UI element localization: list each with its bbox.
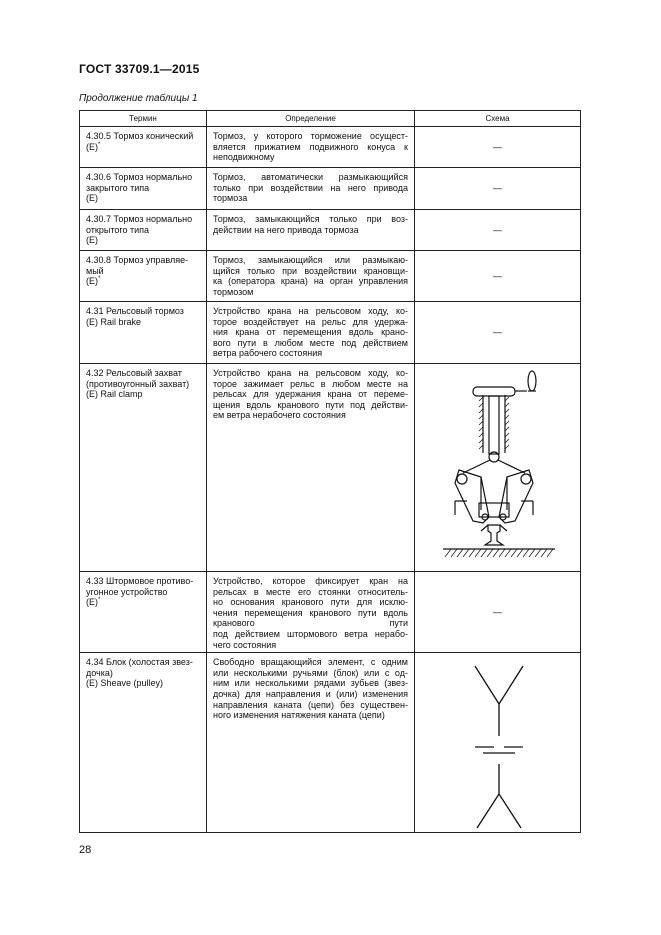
scheme-dash: — [493,606,502,617]
definition-line: Тормоз, замыкающийся или размыкаю- [213,255,408,265]
definition-line: Тормоз, автоматически размыкающийся [213,172,408,182]
page-number: 28 [79,844,92,856]
term-line: 4.34 Блок (холостая звез- [86,657,193,668]
definition-line: только при воздействии на него привода [213,182,408,193]
definition-cell [207,653,415,833]
sheave-symbol-diagram [415,654,581,832]
definition-line: тормоза [213,193,248,204]
term-cell [80,168,207,210]
footnote-mark: * [98,597,101,604]
term-cell [80,572,207,653]
definition-cell [207,127,415,168]
definition-line: рельсах в месте его стоянки относитель- [213,586,408,597]
table-header-row [80,111,581,127]
definition-line: вляется прижатием подвижного конуса к [213,141,408,152]
table-continuation-caption: Продолжение таблицы 1 [79,93,198,104]
definition-line: тормозом [213,286,254,297]
definition-line: Свободно вращающийся элемент, с одним [213,657,408,668]
definition-line: ним или несколькими рядами зубьев (звез- [213,678,408,689]
scheme-cell [415,251,581,302]
term-line: 4.30.5 Тормоз конический [86,131,194,141]
definition-line: неподвижному [213,152,275,163]
table-row [80,572,581,653]
term-line: 4.33 Штормовое противо- [86,576,194,586]
term-line: (E) [86,597,98,608]
scheme-cell [415,210,581,251]
term-line: (E) [86,193,98,204]
definition-line: торое зажимает рельс в любом месте на [213,378,408,389]
definition-line: дочка) для направления и (или) изменения [213,688,408,699]
definition-cell [207,302,415,364]
column-header-definition: Определение [207,111,415,127]
scheme-cell [415,653,581,833]
footnote-mark: * [98,141,101,148]
definition-line: ния крана от перемещения вдоль кранo- [213,327,408,338]
definition-cell [207,210,415,251]
definition-cell [207,251,415,302]
definition-line: Устройство крана на рельсовом ходу, ко- [213,368,408,378]
table-row [80,127,581,168]
column-header-scheme: Схема [415,111,581,127]
table-row [80,653,581,833]
term-line: 4.32 Рельсовый захват [86,368,182,378]
scheme-cell [415,364,581,572]
definition-line: рельсах для удержания крана от переме- [213,389,408,400]
term-cell [80,364,207,572]
scheme-cell [415,127,581,168]
term-cell [80,302,207,364]
scheme-dash: — [493,270,502,281]
term-line: (E) [86,141,98,152]
term-line: (противоугонный захват) [86,378,190,389]
definition-line: чего состояния [213,639,277,650]
term-line: открытого типа [86,224,149,235]
definition-cell [207,364,415,572]
scheme-dash: — [493,327,502,338]
term-line: (E) Rail brake [86,316,142,327]
definition-line: Тормоз, у которого торможение осущест- [213,131,408,141]
terms-table [79,110,581,833]
table-row [80,210,581,251]
definition-line: Тормоз, замыкающийся только при воз- [213,214,408,224]
table-row [80,302,581,364]
definition-line: чения перемещения кранового пути вдоль кранового пути [213,607,408,629]
scheme-cell [415,572,581,653]
definition-line: направления каната (цепи) без существен- [213,699,408,710]
column-header-term: Термин [80,111,207,127]
definition-line: Устройство крана на рельсовом ходу, ко- [213,306,408,316]
table-row [80,364,581,572]
definition-line: ка (оператора крана) на орган управления [213,276,408,287]
definition-line: под действием штормового ветра нерабо- [213,628,408,639]
definition-line: или несколькими ручьями (блок) или с од- [213,667,408,678]
term-line: (E) [86,276,98,287]
definition-cell [207,572,415,653]
term-cell [80,251,207,302]
definition-line: действии на него привода тормоза [213,224,359,235]
term-line: закрытого типа [86,182,150,193]
table-row [80,251,581,302]
scheme-cell [415,168,581,210]
table-row [80,168,581,210]
definition-line: щийся только при воздействии крановщи- [213,265,408,276]
scheme-dash: — [493,224,502,235]
term-cell [80,210,207,251]
term-line: угонное устройство [86,586,168,597]
definition-line: Устройство, которое фиксирует кран на [213,576,408,586]
term-cell [80,653,207,833]
definition-line: щения вдоль кранового пути под действи- [213,399,408,410]
definition-line: торое воздействует на рельс для удержа- [213,316,408,327]
definition-line: ем ветра нерабочего состояния [213,410,346,421]
term-line: 4.30.6 Тормоз нормально [86,172,193,182]
definition-line: вого пути в любом месте под действием [213,337,408,348]
scheme-dash: — [493,141,502,152]
term-line: 4.30.8 Тормоз управляе- [86,255,189,265]
term-cell [80,127,207,168]
footnote-mark: * [98,276,101,283]
definition-cell [207,168,415,210]
scheme-dash: — [493,183,502,194]
term-line: 4.31 Рельсовый тормоз [86,306,184,316]
definition-line: ного изменения натяжения каната (цепи) [213,710,385,721]
term-line: (E) Rail clamp [86,389,143,400]
scheme-cell [415,302,581,364]
term-line: мый [86,265,104,276]
rail-clamp-diagram [415,365,581,571]
term-line: дочка) [86,667,113,678]
definition-line: но основания кранового пути для исклю- [213,597,408,608]
term-line: (E) [86,235,98,246]
term-line: 4.30.7 Тормоз нормально [86,214,193,224]
term-line: (E) Sheave (pulley) [86,678,164,689]
document-header: ГОСТ 33709.1—2015 [79,62,200,76]
definition-line: ветра рабочего состояния [213,348,323,359]
